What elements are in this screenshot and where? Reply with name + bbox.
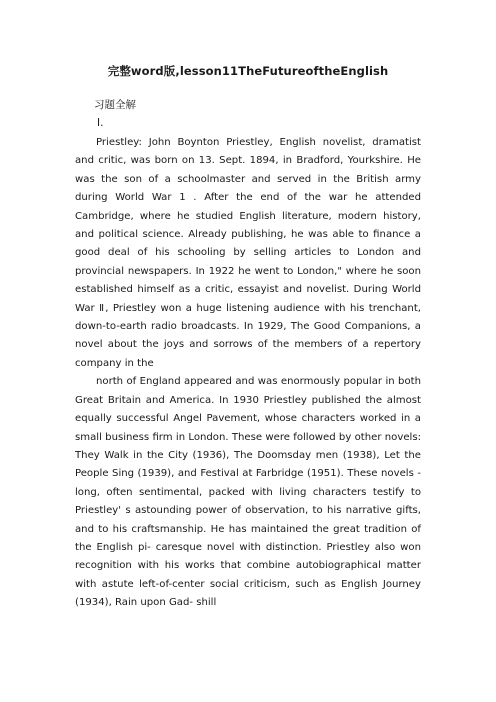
paragraph-1: Priestley: John Boynton Priestley, English novelist, dramatist and critic, was born on 13. Sept. 1894, in Bradford, Yourkshire. He was the son of a schoolmaster and served in the British army during World War 1 . After the end of the war he attended Cambridge, where he studied English literature, modern history, and political science. Already publishing, he was able to finance a good deal of his schooling by selling articles to London and provincial newspapers. In 1922 he went to London," where he soon established himself as a critic, essayist and novelist. During World War Ⅱ, Priestley won a huge listening audience with his trenchant, down-to-earth radio broadcasts. In 1929, The Good Companions, a novel about the joys and sorrows of the members of a repertory company in the: [75, 137, 421, 369]
body-text: [75, 134, 421, 613]
paragraph-2: north of England appeared and was enormously popular in both Great Britain and America. In 1930 Priestley published the almost equally successful Angel Pavement, whose characters worked in a small business firm in London. These were followed by other novels: They Walk in the City (1936), The Doomsday men (1938), Let the People Sing (1939), and Festival at Farbridge (1951). These novels -long, often sentimental, packed with living characters testify to Priestley' s astounding power of observation, to his narrative gifts, and to his craftsmanship. He has maintained the great tradition of the English pi- caresque novel with distinction. Priestley also won recognition with his works that combine autobiographical matter with astute left-of-center social criticism, such as English Journey (1934), Rain upon Gad- shill: [75, 376, 421, 609]
exercise-number: Ⅰ.: [97, 117, 104, 129]
section-label: 习题全解: [94, 99, 136, 111]
document-title: 完整word版,lesson11TheFutureoftheEnglish: [107, 64, 389, 78]
